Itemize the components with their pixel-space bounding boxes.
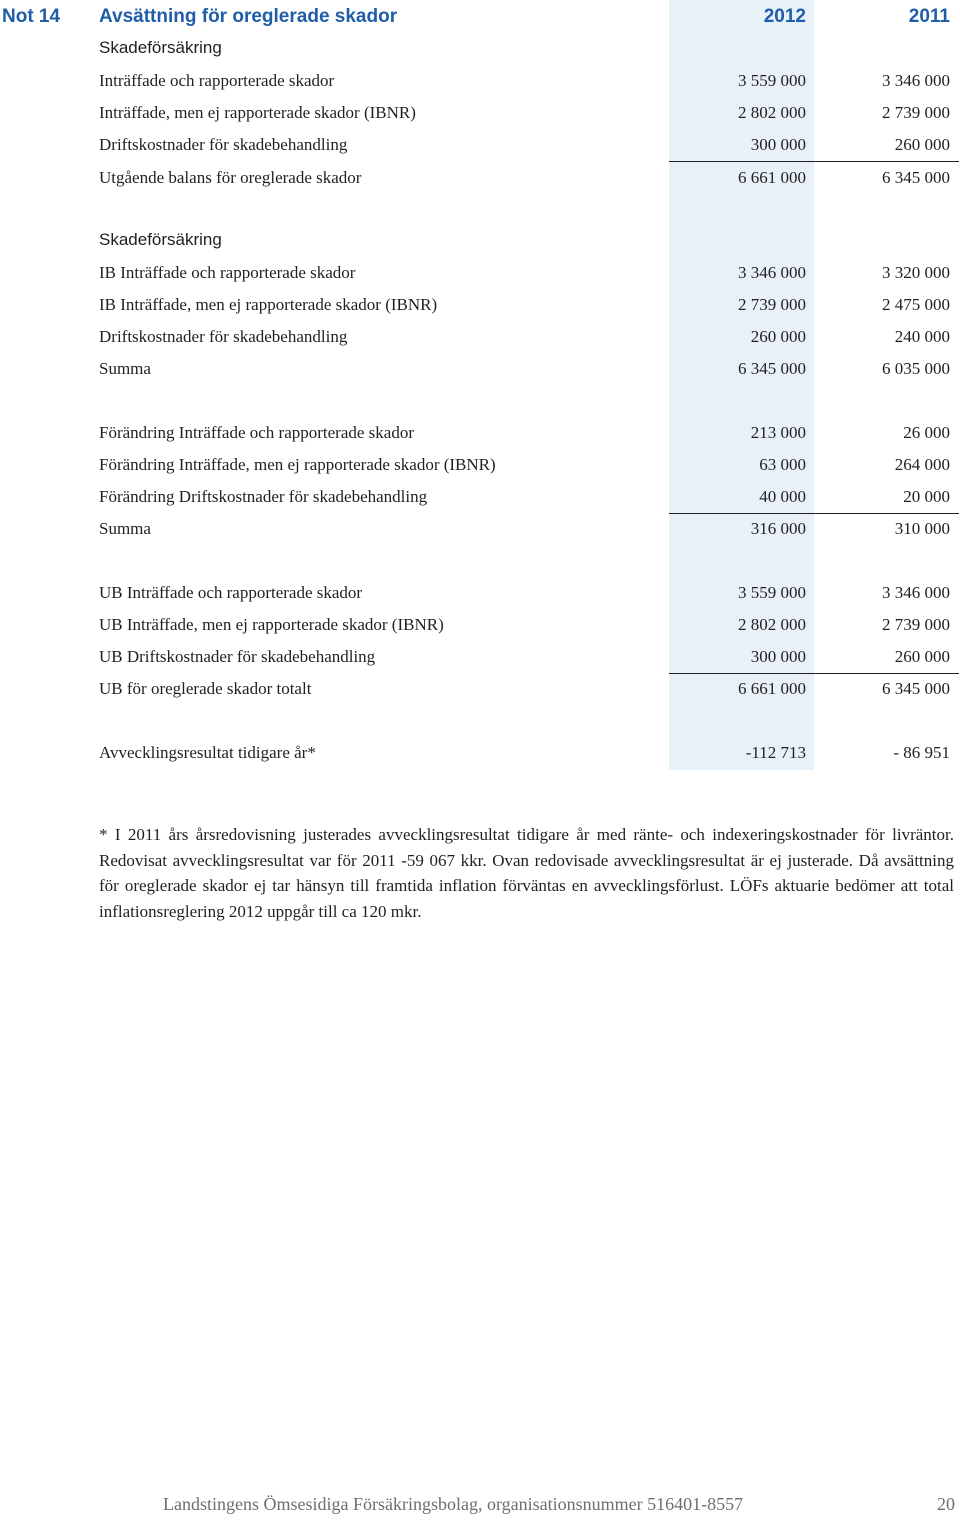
value-2011: 260 000 xyxy=(894,135,950,154)
row-label: Utgående balans för oreglerade skador xyxy=(99,168,362,187)
value-2011: 260 000 xyxy=(894,647,950,666)
row-label: Förändring Inträffade och rapporterade skador xyxy=(99,423,414,442)
table-row xyxy=(0,743,960,773)
row-label: IB Inträffade och rapporterade skador xyxy=(99,263,356,282)
value-2012: 316 000 xyxy=(750,519,806,538)
row-label: Summa xyxy=(99,359,151,378)
value-2011: 2 739 000 xyxy=(882,615,950,634)
row-label: UB Inträffade och rapporterade skador xyxy=(99,583,363,602)
value-2011: 3 346 000 xyxy=(882,583,950,602)
year-2011-header: 2011 xyxy=(908,6,950,27)
value-2012: 300 000 xyxy=(750,647,806,666)
value-2012: 260 000 xyxy=(750,327,806,346)
total-rule xyxy=(669,161,959,162)
value-2012: 3 559 000 xyxy=(738,71,806,90)
row-label: Inträffade och rapporterade skador xyxy=(99,71,335,90)
year-2012-header: 2012 xyxy=(763,6,806,27)
value-2011: 2 739 000 xyxy=(882,103,950,122)
row-label: Driftskostnader för skadebehandling xyxy=(99,327,348,346)
value-2012: -112 713 xyxy=(745,743,806,762)
table-row xyxy=(0,583,960,613)
value-2011: 6 345 000 xyxy=(882,168,950,187)
value-2012: 6 661 000 xyxy=(738,679,806,698)
total-rule xyxy=(669,513,959,514)
table-row xyxy=(0,615,960,645)
value-2012: 2 739 000 xyxy=(738,295,806,314)
page-number: 20 xyxy=(937,1494,955,1514)
row-label: Förändring Driftskostnader för skadebehandling xyxy=(99,487,428,506)
row-label: Förändring Inträffade, men ej rapporterade skador (IBNR) xyxy=(99,455,496,474)
value-2011: 6 345 000 xyxy=(882,679,950,698)
page-heading: Avsättning för oreglerade skador xyxy=(99,6,398,27)
value-2011: 240 000 xyxy=(894,327,950,346)
row-label: Avvecklingsresultat tidigare år* xyxy=(99,743,316,762)
table-row xyxy=(0,327,960,357)
value-2011: 3 346 000 xyxy=(882,71,950,90)
value-2012: 2 802 000 xyxy=(738,103,806,122)
value-2011: 264 000 xyxy=(894,455,950,474)
row-label: Summa xyxy=(99,519,151,538)
value-2012: 6 661 000 xyxy=(738,168,806,187)
total-rule xyxy=(669,673,959,674)
value-2011: 2 475 000 xyxy=(882,295,950,314)
footnote: * I 2011 års årsredovisning justerades avvecklingsresultat tidigare år med ränte- och indexeringskostnader för livräntor. Redovisat avvecklingsresultat var för 2011 -59 067 kkr. Ovan redovisade avvecklingsresultat är ej justerade. Då avsättning för oreglerade skador ej tar hänsyn till framtida inflation förväntas en avvecklingsförlust. LÖFs aktuarie bedömer att total inflationsreglering 2012 uppgår till ca 120 mkr. xyxy=(99,825,954,921)
value-2012: 3 346 000 xyxy=(738,263,806,282)
value-2012: 40 000 xyxy=(759,487,806,506)
row-label: Driftskostnader för skadebehandling xyxy=(99,135,348,154)
row-label: Inträffade, men ej rapporterade skador (IBNR) xyxy=(99,103,416,122)
section-title: Skadeförsäkring xyxy=(99,230,222,249)
value-2011: - 86 951 xyxy=(893,743,950,762)
row-label: IB Inträffade, men ej rapporterade skador (IBNR) xyxy=(99,295,438,314)
table-row xyxy=(0,423,960,453)
value-2011: 3 320 000 xyxy=(882,263,950,282)
row-label: UB Inträffade, men ej rapporterade skador (IBNR) xyxy=(99,615,444,634)
value-2011: 26 000 xyxy=(903,423,950,442)
value-2012: 63 000 xyxy=(759,455,806,474)
section-title: Skadeförsäkring xyxy=(99,38,222,57)
row-label: UB Driftskostnader för skadebehandling xyxy=(99,647,376,666)
value-2011: 20 000 xyxy=(903,487,950,506)
value-2012: 300 000 xyxy=(750,135,806,154)
table-row xyxy=(0,679,960,709)
value-2012: 3 559 000 xyxy=(738,583,806,602)
table-row xyxy=(0,168,960,198)
value-2011: 310 000 xyxy=(894,519,950,538)
table-row xyxy=(0,71,960,101)
value-2011: 6 035 000 xyxy=(882,359,950,378)
footer-company: Landstingens Ömsesidiga Försäkringsbolag, organisationsnummer 516401-8557 xyxy=(163,1494,744,1514)
value-2012: 2 802 000 xyxy=(738,615,806,634)
table-row xyxy=(0,103,960,133)
value-2012: 213 000 xyxy=(750,423,806,442)
table-row xyxy=(0,295,960,325)
table-row xyxy=(0,519,960,549)
value-2012: 6 345 000 xyxy=(738,359,806,378)
note-label: Not 14 xyxy=(2,6,61,27)
table-row xyxy=(0,359,960,389)
table-row xyxy=(0,263,960,293)
table-row xyxy=(0,455,960,485)
row-label: UB för oreglerade skador totalt xyxy=(99,679,312,698)
